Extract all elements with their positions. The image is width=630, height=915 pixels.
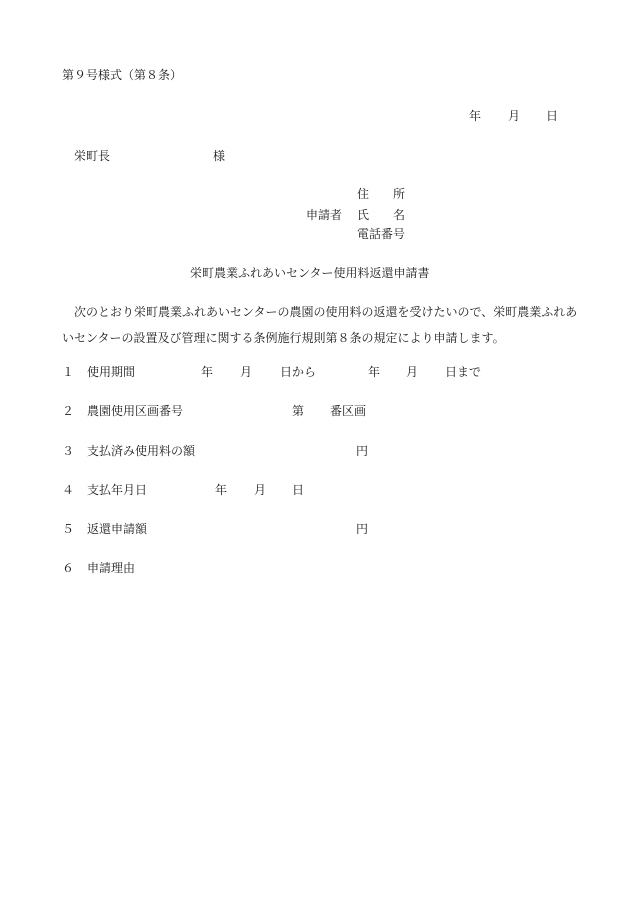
item-label: 返還申請額 [87, 522, 148, 536]
item-label: 支払年月日 [87, 483, 148, 497]
item-number: ６ [62, 561, 75, 575]
payment-day: 日 [292, 483, 305, 497]
item-number: ３ [62, 444, 75, 458]
item-label: 支払済み使用料の額 [87, 444, 196, 458]
start-month: 月 [240, 365, 253, 379]
addressee-name: 栄町長 [74, 149, 111, 163]
body-paragraph: 次のとおり栄町農業ふれあいセンターの農園の使用料の返還を受けたいので、栄町農業ふれあいセンターの設置及び管理に関する条例施行規則第８条の規定により申請します。 [62, 305, 578, 345]
address-label: 住 所 [357, 187, 406, 201]
start-day: 日から [280, 365, 317, 379]
payment-month: 月 [254, 483, 267, 497]
addressee-honorific: 様 [213, 149, 226, 163]
item-number: ５ [62, 522, 75, 536]
yen-unit: 円 [356, 444, 369, 458]
item-number: ２ [62, 404, 75, 418]
end-day: 日まで [445, 365, 482, 379]
plot-suffix: 番区画 [330, 404, 367, 418]
plot-prefix: 第 [292, 404, 305, 418]
document-title: 栄町農業ふれあいセンター使用料返還申請書 [190, 266, 430, 280]
date-year: 年 [469, 109, 482, 123]
yen-unit: 円 [356, 522, 369, 536]
date-month: 月 [508, 109, 521, 123]
form-number: 第９号様式（第８条） [62, 68, 183, 82]
payment-year: 年 [215, 483, 228, 497]
name-label: 氏 名 [357, 208, 406, 222]
item-number: ４ [62, 483, 75, 497]
date-day: 日 [546, 109, 559, 123]
item-label: 農園使用区画番号 [87, 404, 184, 418]
start-year: 年 [201, 365, 214, 379]
phone-label: 電話番号 [357, 227, 406, 241]
item-label: 使用期間 [87, 365, 136, 379]
item-label: 申請理由 [87, 561, 136, 575]
applicant-label: 申請者 [306, 208, 343, 222]
end-year: 年 [368, 365, 381, 379]
item-number: １ [62, 365, 75, 379]
end-month: 月 [406, 365, 419, 379]
